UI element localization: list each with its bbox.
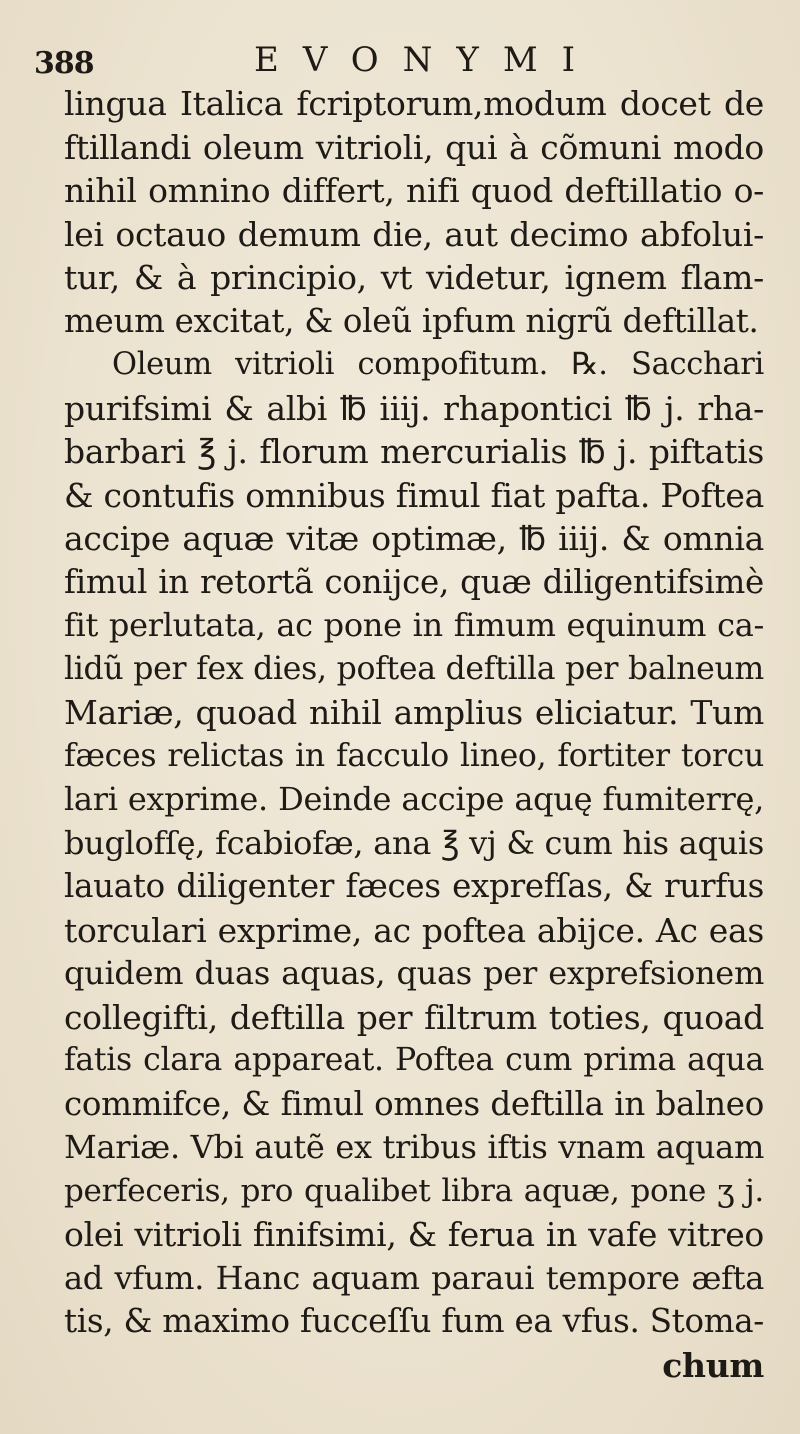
text-line: ad vfum. Hanc aquam paraui tempore æfta	[64, 1258, 764, 1297]
text-line: & contufis omnibus fimul fiat pafta. Poftea	[64, 475, 764, 515]
text-line: perfeceris, pro qualibet libra aquæ, pone ʒ j.	[64, 1172, 764, 1209]
text-line: Oleum vitrioli compofitum. ℞. Sacchari	[112, 347, 764, 382]
text-line: lidũ per fex dies, poftea deftilla per balneum	[64, 650, 764, 687]
text-line: nihil omnino differt, nifi quod deftillatio o-	[64, 171, 764, 210]
text-line: torculari exprime, ac poftea abijce. Ac eas	[64, 910, 764, 950]
catchword: chum	[662, 1345, 764, 1385]
text-line: commifce, & fimul omnes deftilla in balneo	[64, 1084, 764, 1123]
page-number: 388	[34, 46, 94, 81]
text-line: Mariæ, quoad nihil amplius eliciatur. Tum	[64, 693, 764, 732]
text-line: purifsimi & albi ℔ iiij. rhapontici ℔ j. rha-	[64, 388, 764, 428]
text-line: fæces relictas in facculo lineo, fortiter torcu	[64, 737, 764, 774]
text-line: fit perlutata, ac pone in fimum equinum ca-	[64, 606, 764, 644]
text-line: tur, & à principio, vt videtur, ignem flam-	[64, 258, 764, 297]
page-header	[34, 38, 774, 86]
text-line: lei octauo demum die, aut decimo abfolui-	[64, 214, 764, 254]
text-line: olei vitrioli finifsimi, & ferua in vafe vitreo	[64, 1215, 764, 1254]
text-line: lauato diligenter fæces exprefſas, & rurfus	[64, 867, 764, 905]
text-line: buglofſę, fcabiofæ, ana ℥ vj & cum his aquis	[64, 823, 764, 862]
text-line: lari exprime. Deinde accipe aquę fumiterrę,	[64, 780, 764, 818]
text-line: ftillandi oleum vitrioli, qui à cõmuni modo	[64, 127, 764, 167]
text-line: meum excitat, & oleũ ipfum nigrũ deftillat.	[64, 301, 759, 340]
text-line: barbari ℥ j. florum mercurialis ℔ j. piftatis	[64, 432, 764, 471]
text-line: lingua Italica fcriptorum,modum docet de	[64, 84, 764, 123]
text-line: accipe aquæ vitæ optimæ, ℔ iiij. & omnia	[64, 519, 764, 558]
running-head: EVONYMI	[254, 40, 600, 80]
text-line: fatis clara appareat. Poftea cum prima aqua	[64, 1042, 764, 1078]
text-line: Mariæ. Vbi autẽ ex tribus iftis vnam aquam	[64, 1128, 764, 1166]
text-line: fimul in retortã conijce, quæ diligentifsimè	[64, 562, 764, 601]
text-line: tis, & maximo fucceſſu fum ea vfus. Stoma-	[64, 1302, 764, 1340]
body-text	[64, 82, 764, 1387]
text-line: quidem duas aquas, quas per exprefsionem	[64, 954, 764, 992]
text-line: collegifti, deftilla per filtrum toties, quoad	[64, 997, 764, 1037]
